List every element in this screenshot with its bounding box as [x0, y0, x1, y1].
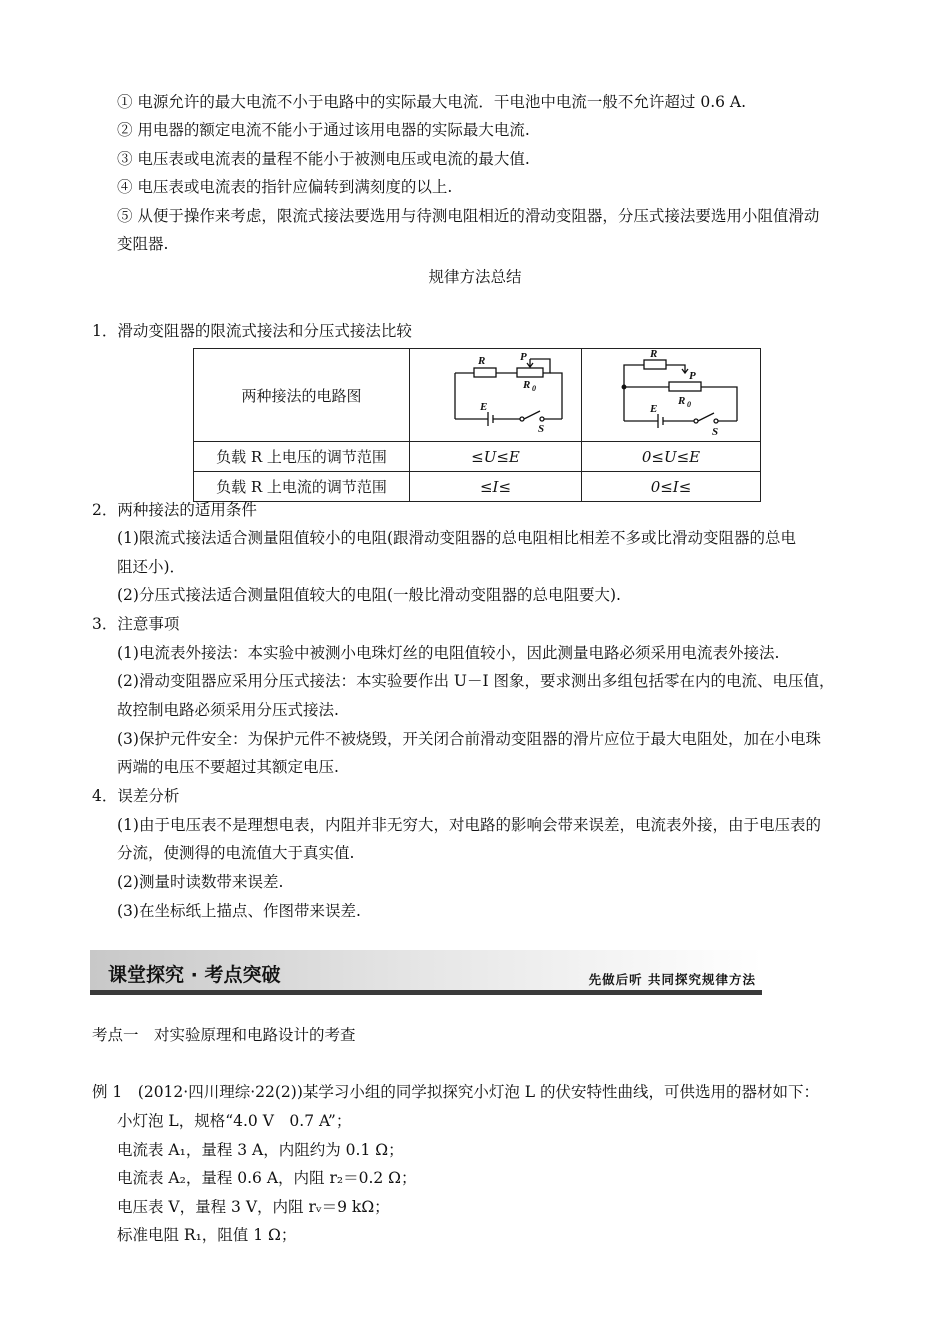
rule-line-6: 变阻器.: [117, 235, 169, 253]
label-r0: R: [523, 379, 531, 391]
topic-heading: 考点一 对实验原理和电路设计的考查: [92, 1026, 356, 1044]
current-limiting: ≤I≤: [410, 472, 582, 502]
rule-line-3: ③ 电压表或电流表的量程不能小于被测电压或电流的最大值.: [117, 150, 530, 168]
rule-line-4: ④ 电压表或电流表的指针应偏转到满刻度的以上.: [117, 178, 453, 196]
label-e: E: [650, 403, 658, 415]
section-4-line: 分流，使测得的电流值大于真实值.: [117, 844, 355, 862]
section-4-line: (2)测量时读数带来误差.: [117, 873, 284, 891]
section-banner: [90, 950, 762, 998]
rule-line-1: ① 电源允许的最大电流不小于电路中的实际最大电流．干电池中电流一般不允许超过 0.6 A.: [117, 93, 747, 111]
label-r: R: [650, 349, 658, 360]
rule-line-2: ② 用电器的额定电流不能小于通过该用电器的实际最大电流.: [117, 121, 530, 139]
label-r0-sub: 0: [532, 384, 536, 393]
table-row: [194, 349, 761, 442]
label-e: E: [480, 401, 488, 413]
limiting-circuit-cell: [410, 349, 582, 442]
example-line: 例 1 (2012·四川理综·22(2))某学习小组的同学拟探究小灯泡 L 的伏安特性曲线，可供选用的器材如下：: [92, 1083, 820, 1101]
voltage-divider: 0≤U≤E: [582, 442, 761, 472]
row-label-voltage: 负载 R 上电压的调节范围: [194, 442, 410, 472]
table-row: [194, 442, 761, 472]
summary-title: 规律方法总结: [428, 268, 522, 286]
banner-subtitle: 先做后听 共同探究规律方法: [588, 972, 756, 987]
label-s: S: [538, 423, 545, 435]
label-p: P: [520, 351, 527, 363]
example-line: 小灯泡 L，规格“4.0 V 0.7 A”；: [117, 1112, 352, 1130]
label-r0-sub: 0: [687, 400, 691, 409]
divider-circuit-diagram: [582, 349, 760, 437]
rule-line-5: ⑤ 从便于操作来考虑，限流式接法要选用与待测电阻相近的滑动变阻器，分压式接法要选用小阻值滑动: [117, 207, 820, 225]
table-row: [194, 472, 761, 502]
section-3-line: (3)保护元件安全：为保护元件不被烧毁，开关闭合前滑动变阻器的滑片应位于最大电阻处，加在小电珠: [117, 730, 821, 748]
label-r: R: [478, 355, 486, 367]
section-2-line: 阻还小)．: [117, 558, 186, 576]
voltage-limiting: ≤U≤E: [410, 442, 582, 472]
section-3-line: (2)滑动变阻器应采用分压式接法：本实验要作出 U－I 图象，要求测出多组包括零在内的电流、电压值，: [117, 672, 835, 690]
section-2-line: (2)分压式接法适合测量阻值较大的电阻(一般比滑动变阻器的总电阻要大).: [117, 586, 621, 604]
example-line: 标准电阻 R₁，阻值 1 Ω；: [117, 1226, 297, 1244]
example-line: 电压表 V，量程 3 V，内阻 rᵥ＝9 kΩ；: [117, 1198, 390, 1216]
section-4-title: 4．误差分析: [92, 787, 180, 805]
example-line: 电流表 A₁，量程 3 A，内阻约为 0.1 Ω；: [117, 1141, 404, 1159]
row-label-diagram: 两种接法的电路图: [194, 349, 410, 442]
divider-circuit-cell: [582, 349, 761, 442]
section-3-title: 3．注意事项: [92, 615, 180, 633]
section-4-line: (3)在坐标纸上描点、作图带来误差.: [117, 902, 361, 920]
section-3-line: 故控制电路必须采用分压式接法.: [117, 701, 339, 719]
label-s: S: [712, 426, 719, 437]
banner-title: 课堂探究 · 考点突破: [108, 964, 281, 986]
comparison-table: [193, 348, 761, 502]
label-p: P: [689, 370, 696, 382]
banner-underline: [90, 990, 762, 995]
section-2-title: 2．两种接法的适用条件: [92, 501, 257, 519]
limiting-circuit-diagram: [410, 349, 581, 437]
current-divider: 0≤I≤: [582, 472, 761, 502]
example-line: 电流表 A₂，量程 0.6 A，内阻 r₂＝0.2 Ω；: [117, 1169, 417, 1187]
section-2-line: (1)限流式接法适合测量阻值较小的电阻(跟滑动变阻器的总电阻相比相差不多或比滑动变阻器的总电: [117, 529, 797, 547]
section-4-line: (1)由于电压表不是理想电表，内阻并非无穷大，对电路的影响会带来误差，电流表外接，由于电压表的: [117, 816, 821, 834]
section-1-title: 1．滑动变阻器的限流式接法和分压式接法比较: [92, 322, 412, 340]
row-label-current: 负载 R 上电流的调节范围: [194, 472, 410, 502]
label-r0: R: [678, 395, 686, 407]
section-3-line: 两端的电压不要超过其额定电压.: [117, 758, 339, 776]
section-3-line: (1)电流表外接法：本实验中被测小电珠灯丝的电阻值较小，因此测量电路必须采用电流表外接法.: [117, 644, 780, 662]
